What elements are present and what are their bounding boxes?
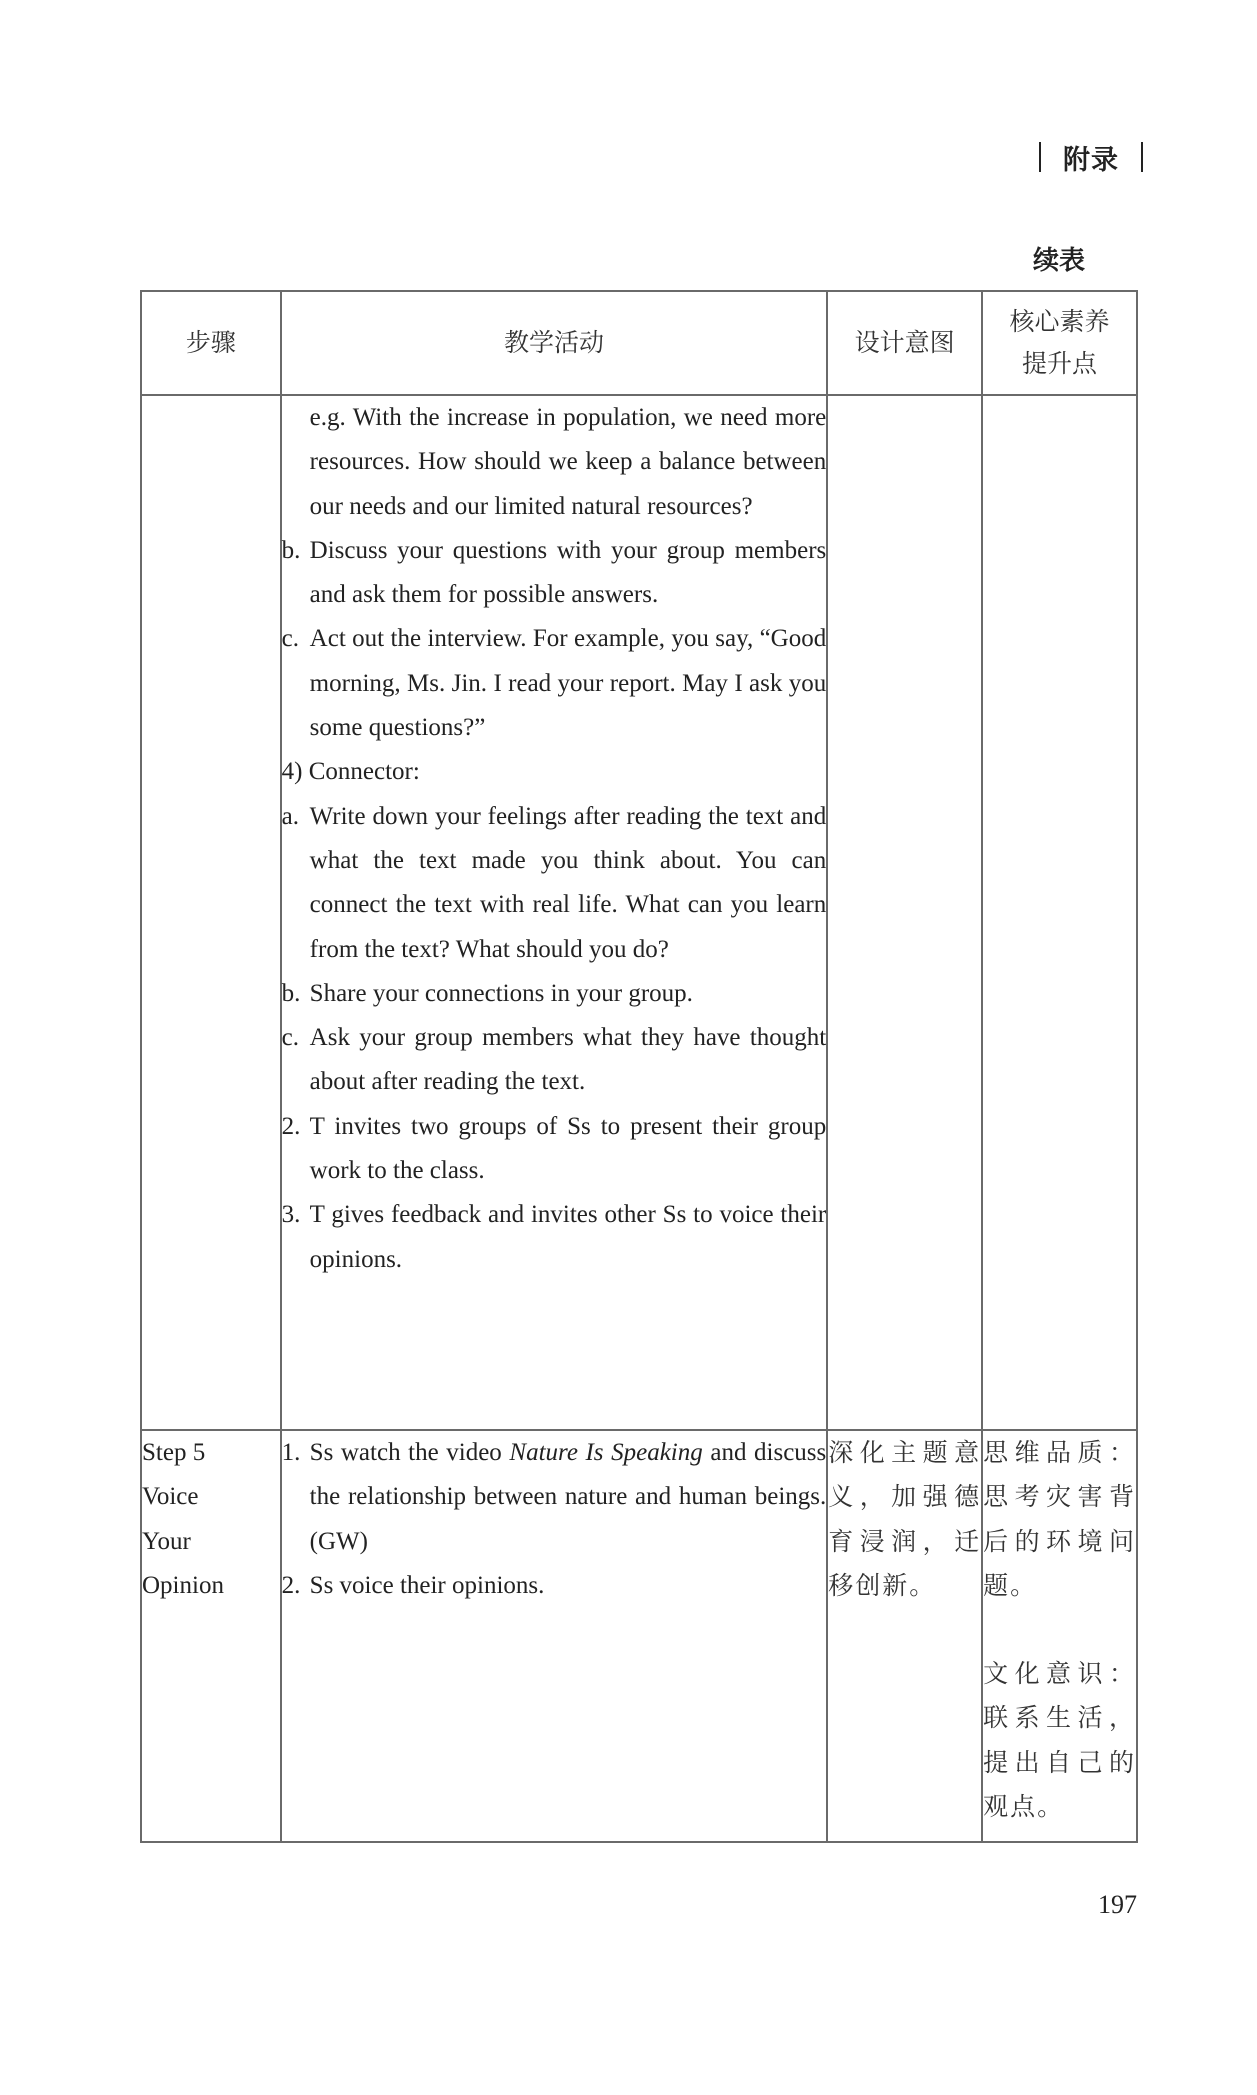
activity-text: Act out the interview. For example, you say, “Good morning, Ms. Jin. I read your report. May I ask you some questions?” bbox=[309, 625, 827, 742]
activity-marker: c. bbox=[281, 625, 300, 653]
activity-item bbox=[282, 1193, 827, 1282]
activity-text: e.g. With the increase in population, we need more resources. How should we keep a balance between our needs and our limited natural resources? bbox=[309, 404, 827, 520]
core-competency-thinking: 思维品质：思考灾害背后的环境问题。 bbox=[983, 1438, 1136, 1600]
header-core-line1: 核心素养 bbox=[1009, 307, 1110, 336]
activity-item bbox=[282, 617, 827, 750]
activity-item bbox=[282, 1016, 827, 1105]
activity-marker: c. bbox=[281, 1024, 300, 1052]
activity-text: Ss voice their opinions. bbox=[309, 1571, 545, 1599]
step-label-line: Opinion bbox=[142, 1571, 224, 1599]
section-title: 附录 bbox=[1063, 144, 1119, 176]
continued-table-label: 续表 bbox=[1032, 246, 1085, 276]
running-header bbox=[1039, 140, 1143, 174]
header-core-line2: 提升点 bbox=[1022, 349, 1098, 378]
header-rule-right bbox=[1141, 142, 1143, 172]
activity-item bbox=[282, 1564, 827, 1608]
table-row bbox=[141, 1430, 1137, 1842]
core-competency-culture: 文化意识：联系生活，提出自己的观点。 bbox=[983, 1659, 1136, 1822]
activity-text: T invites two groups of Ss to present their group work to the class. bbox=[309, 1112, 827, 1185]
activity-text: Share your connections in your group. bbox=[309, 979, 693, 1007]
activity-item bbox=[282, 396, 827, 529]
core-competency-cell bbox=[982, 1430, 1137, 1842]
activity-text: T gives feedback and invites other Ss to voice their opinions. bbox=[309, 1201, 827, 1273]
step-cell-empty bbox=[141, 395, 281, 1430]
activity-item bbox=[282, 1105, 827, 1194]
activity-marker: a. bbox=[281, 802, 300, 830]
header-core-competency bbox=[982, 291, 1137, 395]
table-row bbox=[141, 395, 1137, 1430]
activity-subheading: 4) Connector: bbox=[281, 758, 420, 786]
activity-item bbox=[282, 795, 827, 972]
lesson-plan-table bbox=[140, 290, 1138, 1843]
activities-cell bbox=[281, 1430, 828, 1842]
page-number: 197 bbox=[1098, 1890, 1137, 1919]
step-label-line: Your bbox=[142, 1527, 191, 1555]
header-intent: 设计意图 bbox=[827, 291, 982, 395]
activity-marker: b. bbox=[281, 979, 301, 1007]
activity-marker: 1. bbox=[281, 1439, 301, 1466]
activity-item bbox=[282, 1431, 827, 1564]
step-label-line: Voice bbox=[142, 1483, 199, 1511]
header-step: 步骤 bbox=[141, 291, 281, 395]
activity-item bbox=[282, 972, 827, 1016]
activity-text: Ask your group members what they have thought about after reading the text. bbox=[309, 1024, 827, 1096]
header-activities: 教学活动 bbox=[281, 291, 828, 395]
intent-cell bbox=[827, 1430, 982, 1842]
activity-marker: 3. bbox=[281, 1201, 301, 1229]
activities-cell bbox=[281, 395, 828, 1430]
step-cell bbox=[141, 1430, 281, 1842]
intent-cell-empty bbox=[827, 395, 982, 1430]
activity-marker: 2. bbox=[281, 1571, 301, 1599]
activity-text: Write down your feelings after reading the text and what the text made you think about. You can connect the text with real life. What can you learn from the text? What should you do? bbox=[309, 802, 827, 963]
design-intent-text: 深化主题意义，加强德育浸润，迁移创新。 bbox=[828, 1438, 982, 1600]
activity-text: Ss watch the video Nature Is Speaking and discuss the relationship between nature and human beings. (GW) bbox=[309, 1439, 827, 1555]
video-title: Nature Is Speaking bbox=[509, 1439, 703, 1466]
activity-text: Discuss your questions with your group members and ask them for possible answers. bbox=[309, 536, 827, 609]
activity-marker: b. bbox=[281, 536, 301, 564]
core-cell-empty bbox=[982, 395, 1137, 1430]
activity-item bbox=[282, 529, 827, 618]
activity-marker: 2. bbox=[281, 1112, 301, 1140]
step-label-line: Step 5 bbox=[142, 1439, 206, 1466]
table-header-row bbox=[141, 291, 1137, 395]
